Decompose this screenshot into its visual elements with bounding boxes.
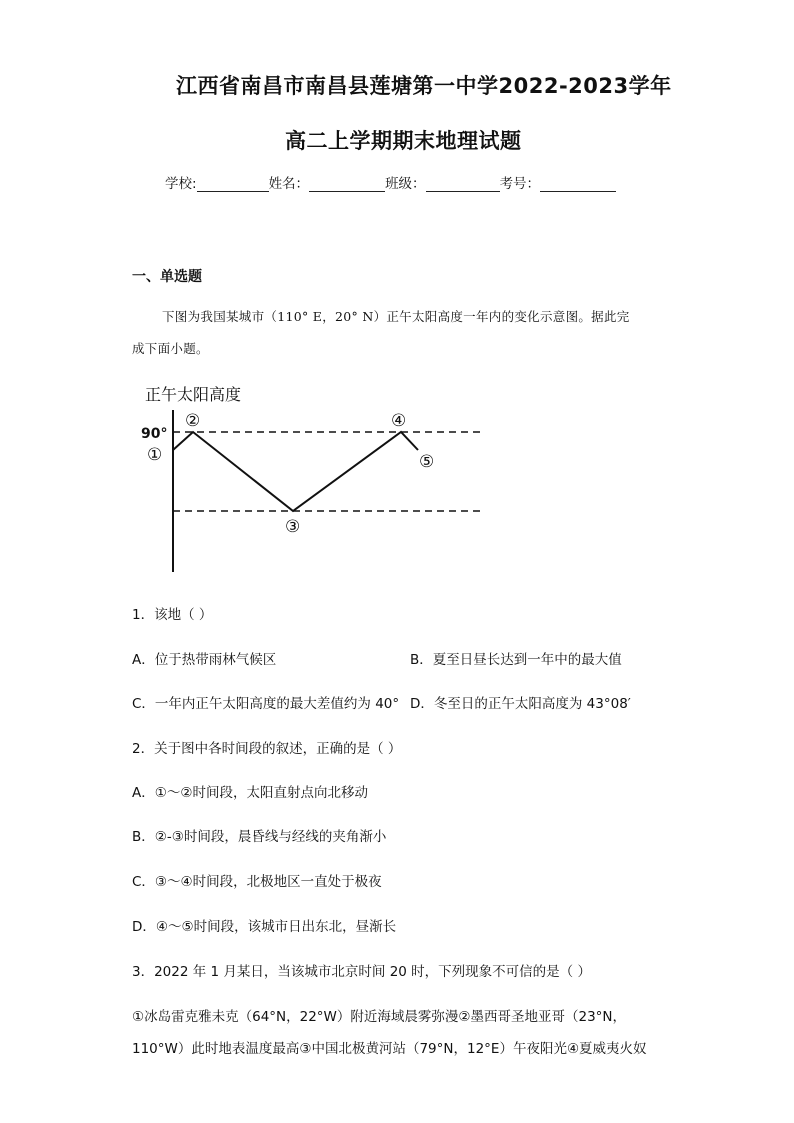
q1-option-c[interactable]: C．一年内正午太阳高度的最大差值约为 40° <box>132 696 400 712</box>
figure-ylabel: 正午太阳高度 <box>145 385 242 404</box>
school-field[interactable] <box>197 177 269 192</box>
q2-stem: 2．关于图中各时间段的叙述，正确的是（ ） <box>132 741 402 757</box>
q1-option-b[interactable]: B．夏至日昼长达到一年中的最大值 <box>410 652 622 668</box>
number-label: 考号： <box>499 176 541 192</box>
marker-5: ⑤ <box>419 452 435 472</box>
altitude-curve <box>173 432 418 511</box>
intro-line-2: 成下面小题。 <box>132 341 209 356</box>
class-field[interactable] <box>426 177 500 192</box>
marker-4: ④ <box>391 411 407 431</box>
q1-option-a[interactable]: A．位于热带雨林气候区 <box>132 652 277 668</box>
q3-line-1: ①冰岛雷克雅未克（64°N，22°W）附近海域晨雾弥漫②墨西哥圣地亚哥（23°N， <box>132 1009 627 1025</box>
student-info-row <box>165 172 616 192</box>
q3-line-2: 110°W）此时地表温度最高③中国北极黄河站（79°N，12°E）午夜阳光④夏威夷火奴 <box>132 1041 647 1057</box>
tick-90: 90° <box>141 426 168 442</box>
q2-option-c[interactable]: C．③～④时间段，北极地区一直处于极夜 <box>132 874 382 890</box>
q1-option-d[interactable]: D．冬至日的正午太阳高度为 43°08′ <box>410 696 631 712</box>
marker-3: ③ <box>285 517 301 537</box>
name-label: 姓名： <box>268 176 310 192</box>
solar-altitude-figure <box>135 380 505 580</box>
q3-stem: 3．2022 年 1 月某日，当该城市北京时间 20 时，下列现象不可信的是（ ） <box>132 964 591 980</box>
intro-line-1: 下图为我国某城市（110° E，20° N）正午太阳高度一年内的变化示意图。据此完 <box>162 309 630 324</box>
q2-option-b[interactable]: B．②-③时间段，晨昏线与经线的夹角渐小 <box>132 829 387 845</box>
title-line-2: 高二上学期期末地理试题 <box>285 129 522 153</box>
name-field[interactable] <box>309 177 385 192</box>
marker-2: ② <box>185 411 201 431</box>
class-label: 班级： <box>385 176 426 192</box>
marker-1: ① <box>147 445 163 465</box>
q2-option-d[interactable]: D．④～⑤时间段，该城市日出东北，昼渐长 <box>132 919 397 935</box>
number-field[interactable] <box>540 177 616 192</box>
q2-option-a[interactable]: A．①～②时间段，太阳直射点向北移动 <box>132 785 368 801</box>
title-line-1: 江西省南昌市南昌县莲塘第一中学2022-2023学年 <box>176 74 672 98</box>
school-label: 学校: <box>165 176 197 192</box>
section-title: 一、单选题 <box>132 269 202 285</box>
q1-stem: 1．该地（ ） <box>132 607 213 623</box>
